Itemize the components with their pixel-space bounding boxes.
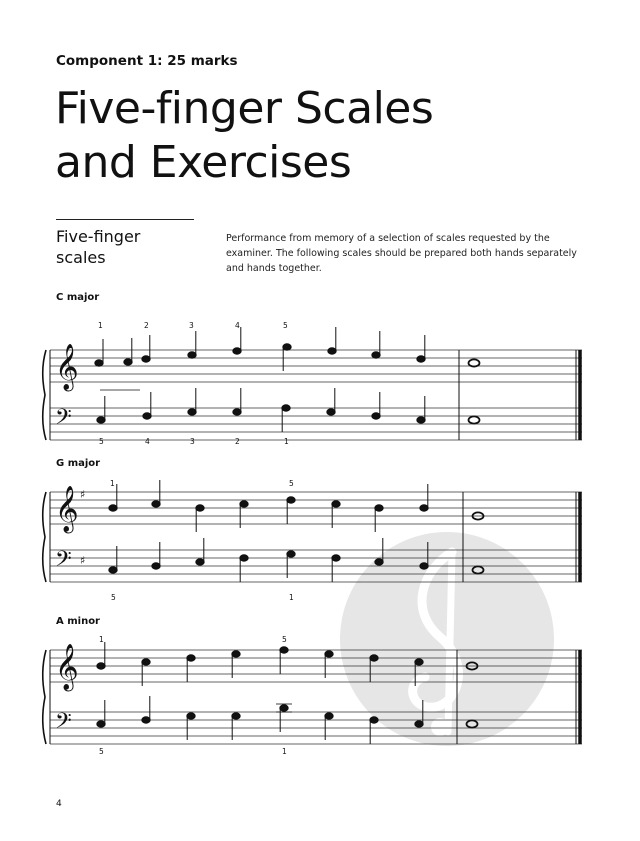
fingering-number: 5 [283,321,288,330]
fingering-number: 2 [235,437,240,446]
fingering-number: 1 [110,479,115,488]
fingering-number: 1 [289,593,294,602]
bass-fingering [99,437,289,446]
system-a-minor [0,630,640,770]
treble-clef-icon: 𝄞 [55,644,79,690]
scale-label-c-major: C major [56,292,100,303]
fingering-number: 5 [289,479,294,488]
section-rule [56,219,194,220]
bass-clef-icon: 𝄢 [55,405,72,435]
fingering-number: 1 [284,437,289,446]
fingering-number: 4 [235,321,240,330]
section-heading-line-2: scales [56,248,106,267]
section-heading-line-1: Five-finger [56,227,141,246]
staff-lines [50,492,582,582]
fingering-number: 4 [145,437,150,446]
staff-lines [50,650,582,744]
title-line-2: and Exercises [55,137,352,188]
brace [43,350,46,440]
bass-clef-icon: 𝄢 [55,709,72,739]
bass-clef-icon: 𝄢 [55,547,72,577]
scale-label-a-minor: A minor [56,616,100,627]
sharp-icon: ♯ [80,554,86,567]
fingering-number: 3 [189,321,194,330]
bass-notes [97,388,480,432]
brace [43,492,46,582]
treble-clef-icon: 𝄞 [55,344,79,390]
system-c-major [0,310,640,450]
bass-notes [109,538,484,582]
section-intro: Performance from memory of a selection of scales requested by the examiner. The following scales should be prepared both hands separately and hands together. [226,233,577,274]
section-heading [56,226,140,268]
component-heading: Component 1: 25 marks [56,53,238,69]
fingering-number: 1 [99,635,104,644]
fingering-number: 5 [99,437,104,446]
treble-notes [95,327,480,390]
fingering-number: 3 [190,437,195,446]
title-line-1: Five-finger Scales [55,83,434,134]
system-g-major [0,470,640,610]
treble-fingering [98,321,288,330]
fingering-number: 2 [144,321,149,330]
sharp-icon: ♯ [80,488,86,501]
fingering-number: 5 [99,747,104,756]
brace [43,650,46,744]
treble-clef-icon: 𝄞 [55,486,79,532]
fingering-number: 5 [111,593,116,602]
scale-label-g-major: G major [56,458,101,469]
fingering-number: 5 [282,635,287,644]
fingering-number: 1 [282,747,287,756]
treble-notes [97,642,478,686]
fingering-number: 1 [98,321,103,330]
page-title [55,82,433,190]
page-number: 4 [56,799,62,809]
